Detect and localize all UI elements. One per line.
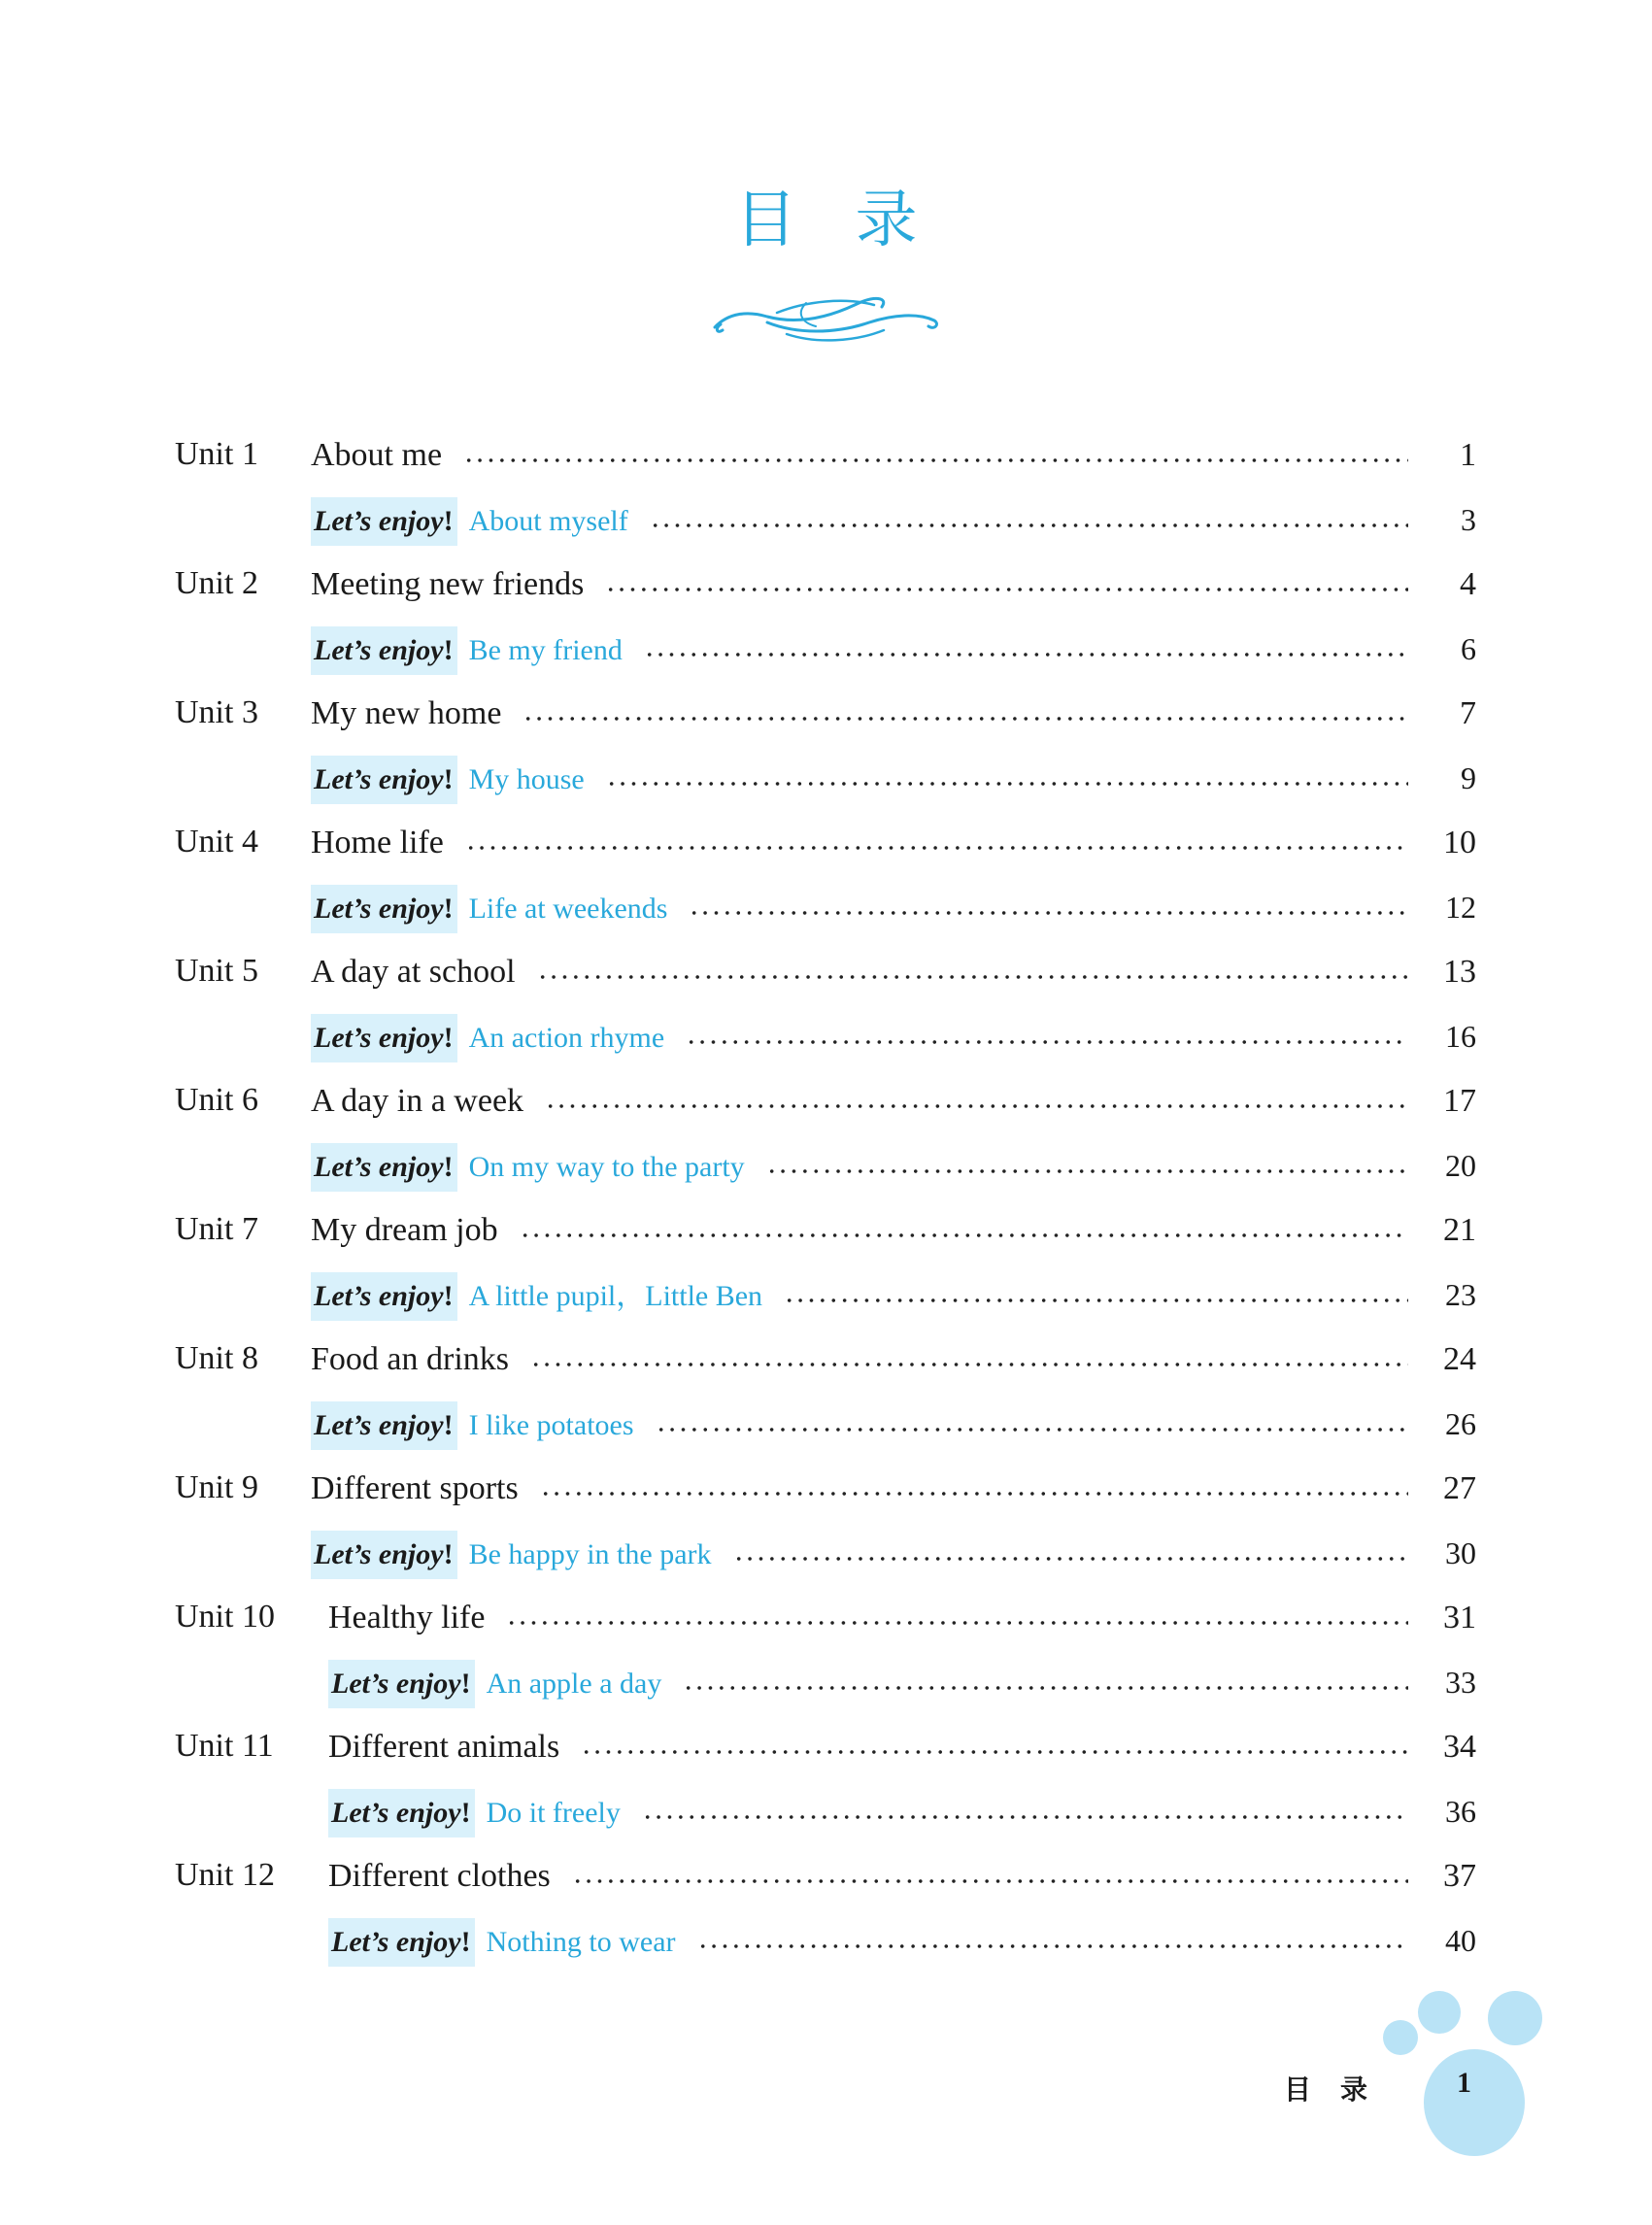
- dot-leader: [644, 626, 1408, 659]
- lets-enjoy-label: Let’s enjoy!: [311, 626, 457, 675]
- dot-leader: [697, 1918, 1408, 1951]
- page-number: 30: [1445, 1534, 1476, 1570]
- dot-leader: [506, 1595, 1408, 1628]
- toc-entry[interactable]: [175, 432, 1476, 497]
- lets-enjoy-label: Let’s enjoy!: [311, 1531, 457, 1579]
- dot-leader: [656, 1401, 1408, 1434]
- page-number: 34: [1443, 1729, 1476, 1765]
- unit-title: About me: [311, 437, 443, 473]
- unit-title: Healthy life: [328, 1600, 486, 1635]
- lets-enjoy-label: Let’s enjoy!: [311, 1014, 457, 1062]
- unit-label: Unit 10: [175, 1599, 275, 1635]
- subsection-title: On my way to the party: [468, 1150, 745, 1183]
- dot-leader: [766, 1143, 1408, 1176]
- unit-title: Food an drinks: [311, 1341, 509, 1377]
- toc-entry[interactable]: [175, 949, 1476, 1014]
- table-of-contents: [175, 432, 1476, 1982]
- unit-title: Meeting new friends: [311, 566, 585, 602]
- unit-label: Unit 7: [175, 1211, 258, 1247]
- toc-subentry[interactable]: [175, 626, 1476, 691]
- dot-leader: [605, 561, 1408, 594]
- unit-label: Unit 4: [175, 824, 258, 860]
- unit-label: Unit 12: [175, 1857, 275, 1893]
- toc-subentry[interactable]: [175, 1401, 1476, 1466]
- lets-enjoy-label: Let’s enjoy!: [311, 885, 457, 933]
- dot-leader: [572, 1853, 1408, 1886]
- dot-leader: [606, 756, 1408, 789]
- page-number: 36: [1445, 1793, 1476, 1829]
- unit-title: Different animals: [328, 1729, 560, 1765]
- page-number: 16: [1445, 1018, 1476, 1054]
- dot-leader: [733, 1531, 1408, 1564]
- page-number: 37: [1443, 1858, 1476, 1894]
- page-number: 3: [1461, 501, 1476, 537]
- toc-entry[interactable]: [175, 1595, 1476, 1660]
- toc-entry[interactable]: [175, 1466, 1476, 1531]
- toc-subentry[interactable]: [175, 497, 1476, 562]
- dot-leader: [784, 1272, 1408, 1305]
- toc-subentry[interactable]: [175, 1143, 1476, 1208]
- subsection-title: An action rhyme: [468, 1021, 665, 1054]
- page-number: 20: [1445, 1147, 1476, 1183]
- dot-leader: [686, 1014, 1408, 1047]
- toc-subentry[interactable]: [175, 1014, 1476, 1079]
- lets-enjoy-label: Let’s enjoy!: [328, 1789, 475, 1837]
- toc-entry[interactable]: [175, 1336, 1476, 1401]
- subsection-title: Be my friend: [468, 633, 623, 666]
- page-number: 17: [1443, 1083, 1476, 1119]
- decorative-flourish-icon: [709, 284, 942, 352]
- page-number: 6: [1461, 630, 1476, 666]
- lets-enjoy-label: Let’s enjoy!: [311, 1272, 457, 1321]
- unit-title: A day at school: [311, 954, 516, 990]
- dot-leader: [650, 497, 1408, 530]
- dot-leader: [523, 691, 1408, 724]
- page-title: 目录: [734, 185, 976, 256]
- toc-entry[interactable]: [175, 1724, 1476, 1789]
- subsection-title: A little pupil，Little Ben: [468, 1279, 763, 1312]
- unit-title: My dream job: [311, 1212, 498, 1248]
- page-number: 40: [1445, 1922, 1476, 1958]
- toc-subentry[interactable]: [175, 885, 1476, 950]
- page-number: 23: [1445, 1276, 1476, 1312]
- page-number: 9: [1461, 759, 1476, 795]
- page-number: 24: [1443, 1341, 1476, 1377]
- toc-entry[interactable]: [175, 561, 1476, 626]
- toc-entry[interactable]: [175, 1078, 1476, 1143]
- toc-entry[interactable]: [175, 1853, 1476, 1918]
- page-number: 21: [1443, 1212, 1476, 1248]
- subsection-title: Do it freely: [486, 1796, 621, 1829]
- unit-label: Unit 5: [175, 953, 258, 989]
- subsection-title: Nothing to wear: [486, 1925, 676, 1958]
- page-number: 33: [1445, 1664, 1476, 1700]
- toc-subentry[interactable]: [175, 1918, 1476, 1983]
- page-number: 26: [1445, 1405, 1476, 1441]
- footer-label: 目录: [1284, 2073, 1398, 2106]
- unit-label: Unit 2: [175, 565, 258, 601]
- dot-leader: [530, 1336, 1408, 1369]
- dot-leader: [642, 1789, 1408, 1822]
- page-number: 31: [1443, 1600, 1476, 1635]
- footer-page-number: 1: [1457, 2067, 1471, 2099]
- dot-leader: [465, 820, 1408, 853]
- unit-label: Unit 9: [175, 1469, 258, 1505]
- unit-label: Unit 8: [175, 1340, 258, 1376]
- subsection-title: I like potatoes: [468, 1408, 634, 1441]
- toc-entry[interactable]: [175, 1207, 1476, 1272]
- toc-subentry[interactable]: [175, 1789, 1476, 1854]
- unit-title: My new home: [311, 695, 502, 731]
- subsection-title: Be happy in the park: [468, 1537, 712, 1570]
- unit-label: Unit 6: [175, 1082, 258, 1118]
- lets-enjoy-label: Let’s enjoy!: [311, 1401, 457, 1450]
- dot-leader: [463, 432, 1408, 465]
- page-number: 27: [1443, 1470, 1476, 1506]
- toc-subentry[interactable]: [175, 1660, 1476, 1725]
- lets-enjoy-label: Let’s enjoy!: [311, 1143, 457, 1192]
- lets-enjoy-label: Let’s enjoy!: [311, 497, 457, 546]
- toc-subentry[interactable]: [175, 1531, 1476, 1596]
- toc-entry[interactable]: [175, 691, 1476, 756]
- dot-leader: [581, 1724, 1408, 1757]
- unit-label: Unit 3: [175, 694, 258, 730]
- unit-label: Unit 1: [175, 436, 258, 472]
- subsection-title: My house: [468, 762, 585, 795]
- dot-leader: [537, 949, 1408, 982]
- lets-enjoy-label: Let’s enjoy!: [328, 1660, 475, 1708]
- page-number: 10: [1443, 825, 1476, 860]
- paw-print-icon: [1379, 1972, 1564, 2166]
- toc-subentry[interactable]: [175, 1272, 1476, 1337]
- toc-entry[interactable]: [175, 820, 1476, 885]
- dot-leader: [520, 1207, 1408, 1240]
- unit-title: Home life: [311, 825, 444, 860]
- page-number: 4: [1460, 566, 1476, 602]
- dot-leader: [545, 1078, 1408, 1111]
- page-number: 13: [1443, 954, 1476, 990]
- lets-enjoy-label: Let’s enjoy!: [311, 756, 457, 804]
- unit-label: Unit 11: [175, 1728, 274, 1764]
- dot-leader: [540, 1466, 1408, 1499]
- subsection-title: Life at weekends: [468, 892, 668, 925]
- dot-leader: [683, 1660, 1408, 1693]
- unit-title: Different sports: [311, 1470, 519, 1506]
- unit-title: Different clothes: [328, 1858, 551, 1894]
- subsection-title: An apple a day: [486, 1667, 662, 1700]
- page-number: 12: [1445, 889, 1476, 925]
- page-number: 1: [1460, 437, 1476, 473]
- toc-subentry[interactable]: [175, 756, 1476, 821]
- dot-leader: [689, 885, 1408, 918]
- subsection-title: About myself: [468, 504, 628, 537]
- lets-enjoy-label: Let’s enjoy!: [328, 1918, 475, 1967]
- page-number: 7: [1460, 695, 1476, 731]
- unit-title: A day in a week: [311, 1083, 524, 1119]
